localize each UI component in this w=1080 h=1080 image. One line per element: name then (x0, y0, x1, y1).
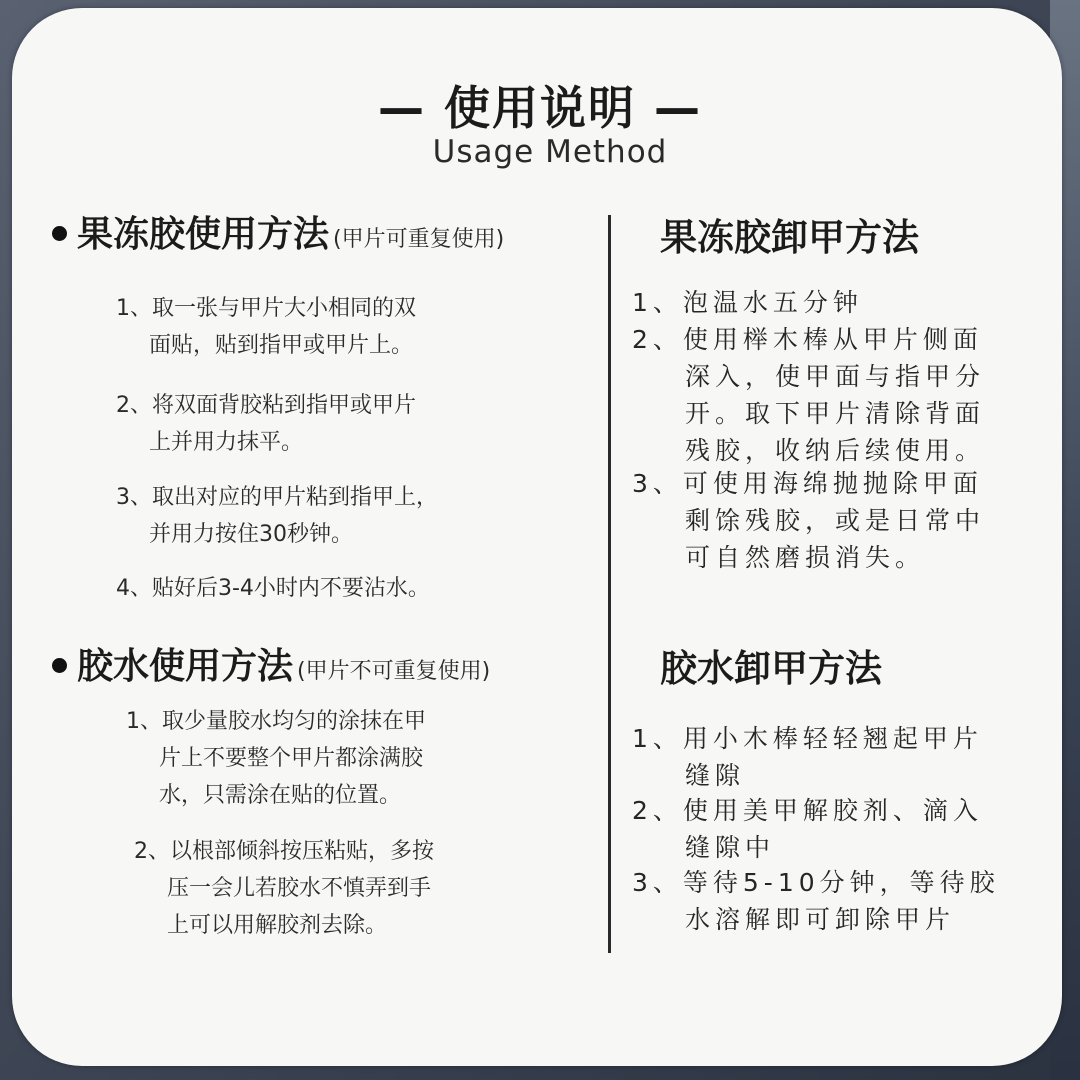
glue-removal-step-3 (632, 864, 1000, 938)
jelly-usage-step-4 (116, 570, 430, 607)
jelly-removal-heading: 果冻胶卸甲方法 (660, 216, 919, 259)
step-line: 面贴，贴到指甲或甲片上。 (149, 333, 414, 358)
step-line: 缝隙 (685, 761, 746, 790)
step-line: 上可以用解胶剂去除。 (167, 913, 388, 938)
glue-usage-heading (52, 638, 490, 689)
step-line: 缝隙中 (685, 833, 776, 862)
bullet-icon (52, 226, 67, 241)
step-line: 压一会儿若胶水不慎弄到手 (167, 876, 432, 901)
step-line: 水，只需涂在贴的位置。 (159, 783, 402, 808)
step-line: 1、取少量胶水均匀的涂抹在甲 (126, 709, 426, 734)
step-line: 2、使用榉木棒从甲片侧面 (632, 325, 983, 354)
step-line: 深入，使甲面与指甲分 (685, 362, 986, 391)
step-line: 上并用力抹平。 (149, 430, 304, 455)
jelly-usage-step-2 (116, 387, 416, 461)
step-line: 2、以根部倾斜按压粘贴，多按 (134, 839, 434, 864)
step-line: 4、贴好后3-4小时内不要沾水。 (116, 576, 430, 601)
step-line: 3、可使用海绵抛抛除甲面 (632, 469, 983, 498)
step-line: 水溶解即可卸除甲片 (685, 905, 956, 934)
column-divider (608, 215, 611, 953)
glue-usage-step-2 (134, 833, 434, 944)
jelly-usage-step-1 (116, 290, 416, 364)
step-line: 1、取一张与甲片大小相同的双 (116, 296, 416, 321)
step-line: 开。取下甲片清除背面 (685, 399, 986, 428)
glue-usage-note: (甲片不可重复使用) (297, 659, 491, 684)
step-line: 剩馀残胶，或是日常中 (685, 506, 986, 535)
glue-removal-step-2 (632, 792, 983, 866)
glue-removal-heading: 胶水卸甲方法 (660, 647, 882, 690)
glue-usage-heading-text: 胶水使用方法 (77, 646, 294, 687)
step-line: 1、用小木棒轻轻翘起甲片 (632, 724, 983, 753)
step-line: 3、取出对应的甲片粘到指甲上， (116, 485, 438, 510)
step-line: 2、使用美甲解胶剂、滴入 (632, 796, 983, 825)
step-line: 3、等待5-10分钟，等待胶 (632, 868, 1000, 897)
glue-usage-step-1 (126, 703, 426, 814)
jelly-usage-heading-text: 果冻胶使用方法 (77, 214, 330, 255)
step-line: 可自然磨损消失。 (685, 543, 926, 572)
step-line: 2、将双面背胶粘到指甲或甲片 (116, 393, 416, 418)
step-line: 1、泡温水五分钟 (632, 288, 863, 317)
step-line: 残胶，收纳后续使用。 (685, 436, 986, 465)
page-subtitle: Usage Method (432, 134, 668, 170)
jelly-usage-heading (52, 206, 504, 257)
glue-removal-step-1 (632, 720, 983, 794)
jelly-removal-step-2 (632, 321, 985, 469)
jelly-removal-step-1 (632, 284, 863, 321)
jelly-removal-step-3 (632, 465, 985, 576)
page-title: — 使用说明 — (377, 81, 703, 135)
step-line: 并用力按住30秒钟。 (149, 522, 353, 547)
jelly-usage-note: (甲片可重复使用) (333, 227, 505, 252)
bullet-icon (52, 658, 67, 673)
jelly-usage-step-3 (116, 479, 438, 553)
step-line: 片上不要整个甲片都涂满胶 (159, 746, 424, 771)
